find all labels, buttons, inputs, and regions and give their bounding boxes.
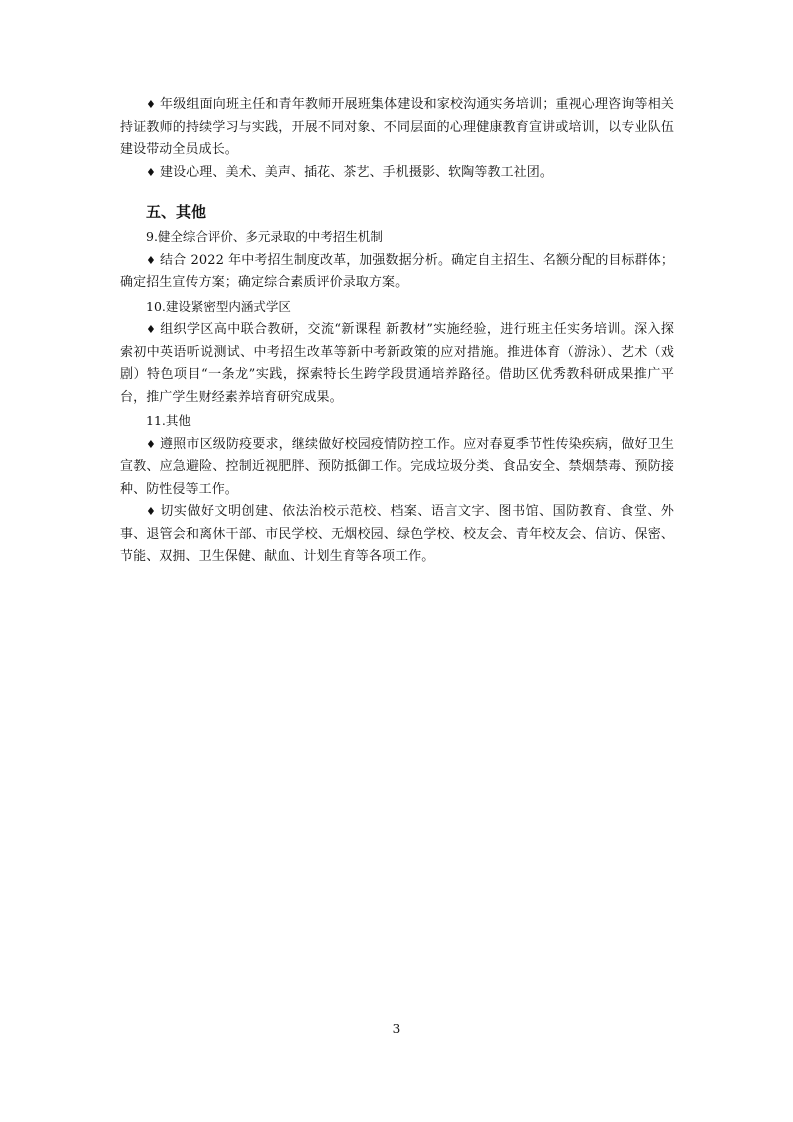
bullet-item-admissions: ♦ 结合 2022 年中考招生制度改革，加强数据分析。确定自主招生、名额分配的目标群体；确定招生宣传方案；确定综合素质评价录取方案。 (120, 250, 674, 295)
section-heading: 五、其他 (146, 203, 207, 221)
bullet-item-staff-clubs: ♦ 建设心理、美术、美声、插花、茶艺、手机摄影、软陶等教工社团。 (120, 162, 674, 185)
bullet-item-teacher-training: ♦ 年级组面向班主任和青年教师开展班集体建设和家校沟通实务培训；重视心理咨询等相关持证教师的持续学习与实践，开展不同对象、不同层面的心理健康教育宣讲或培训，以专业队伍建设带动全员成长。 (120, 94, 674, 162)
page-content (120, 94, 674, 569)
bullet-item-civilization-work: ♦ 切实做好文明创建、依法治校示范校、档案、语言文字、图书馆、国防教育、食堂、外事、退管会和离休干部、市民学校、无烟校园、绿色学校、校友会、青年校友会、信访、保密、节能、双拥、卫生保健、献血、计划生育等各项工作。 (120, 501, 674, 569)
page-number: 3 (392, 1022, 401, 1036)
subsection-title-10: 10.建设紧密型内涵式学区 (146, 298, 291, 314)
bullet-item-epidemic-prevention: ♦ 遵照市区级防疫要求，继续做好校园疫情防控工作。应对春夏季节性传染疾病，做好卫生宣教、应急避险、控制近视肥胖、预防抵御工作。完成垃圾分类、食品安全、禁烟禁毒、预防接种、防性侵等工作。 (120, 434, 674, 502)
bullet-item-school-district: ♦ 组织学区高中联合教研，交流“新课程 新教材”实施经验，进行班主任实务培训。深入探索初中英语听说测试、中考招生改革等新中考新政策的应对措施。推进体育（游泳）、艺术（戏剧）特色项目“一条龙”实践，探索特长生跨学段贯通培养路径。借助区优秀教科研成果推广平台，推广学生财经素养培育研究成果。 (120, 319, 674, 409)
subsection-title-9: 9.健全综合评价、多元录取的中考招生机制 (146, 229, 383, 244)
subsection-title-11: 11.其他 (146, 413, 191, 428)
